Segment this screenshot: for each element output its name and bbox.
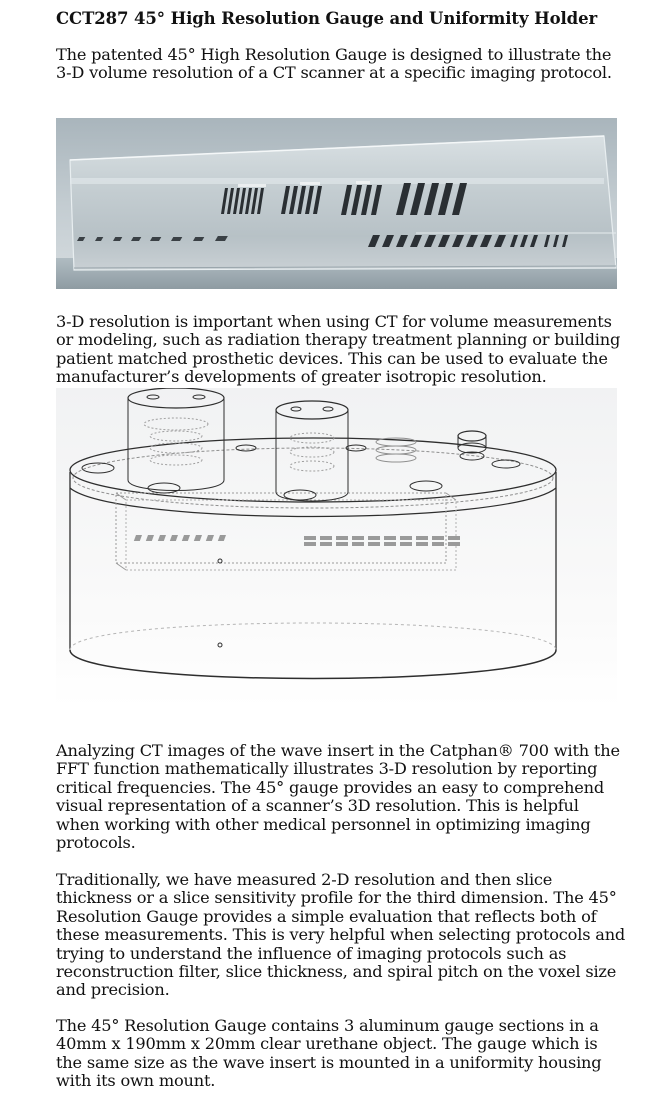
fft-analysis-paragraph: Analyzing CT images of the wave insert in the Catphan® 700 with the FFT function mathematically illustrates 3-D resolution by reporting critical frequencies. The 45° gauge provides an easy to comprehend visual representation of a scanner’s 3D resolution. This is helpful when working with other medical personnel in optimizing imaging protocols.: [56, 741, 620, 853]
traditional-measurement-paragraph: Traditionally, we have measured 2-D resolution and then slice thickness or a slice sensitivity profile for the third dimension. The 45° Resolution Gauge provides a simple evaluation that reflects both of these measurements. This is very helpful when selecting protocols and trying to understand the influence of imaging protocols such as reconstruction filter, slice thickness, and spiral pitch on the voxel size and precision.: [56, 870, 626, 1000]
resolution-importance-paragraph: 3-D resolution is important when using CT for volume measurements or modeling, such as radiation therapy treatment planning or building patient matched prosthetic devices. This can be used to evaluate the manufacturer’s developments of greater isotropic resolution.: [56, 312, 621, 387]
resolution-gauge-photo: [56, 118, 617, 289]
uniformity-holder-line-drawing: [56, 388, 617, 708]
intro-paragraph: The patented 45° High Resolution Gauge is designed to illustrate the 3-D volume resolution of a CT scanner at a specific imaging protocol.: [56, 45, 612, 83]
document-title: CCT287 45° High Resolution Gauge and Uniformity Holder: [56, 9, 598, 28]
gauge-contents-paragraph: The 45° Resolution Gauge contains 3 aluminum gauge sections in a 40mm x 190mm x 20mm clear urethane object. The gauge which is the same size as the wave insert is mounted in a uniformity housing with its own mount.: [56, 1016, 602, 1091]
